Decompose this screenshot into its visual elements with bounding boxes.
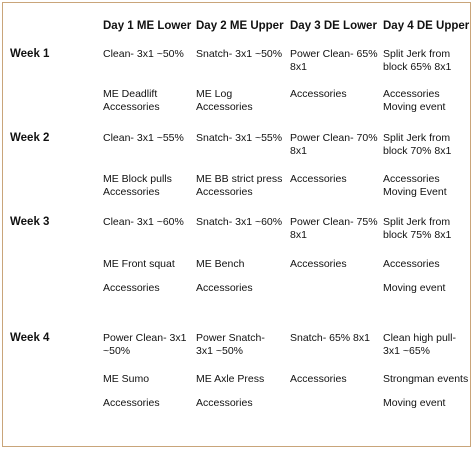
- table-cell: Accessories: [383, 258, 440, 270]
- table-cell: Snatch- 3x1 ~55%: [196, 132, 283, 144]
- week-2-label: Week 2: [10, 132, 50, 144]
- header-day-4: Day 4 DE Upper: [383, 20, 470, 32]
- table-cell: Accessories: [290, 88, 347, 100]
- table-cell: Accessories: [290, 173, 347, 185]
- header-day-2: Day 2 ME Upper: [196, 20, 284, 32]
- table-cell: ME BB strict press Accessories: [196, 173, 283, 198]
- header-day-3: Day 3 DE Lower: [290, 20, 377, 32]
- table-cell: Strongman events: [383, 373, 469, 385]
- week-3-label: Week 3: [10, 216, 50, 228]
- table-cell: ME Deadlift Accessories: [103, 88, 160, 113]
- week-4-label: Week 4: [10, 332, 50, 344]
- table-cell: Snatch- 3x1 ~60%: [196, 216, 283, 228]
- table-cell: Accessories: [290, 258, 347, 270]
- table-cell: ME Bench: [196, 258, 245, 270]
- table-cell: Snatch- 65% 8x1: [290, 332, 370, 344]
- table-cell: Accessories: [196, 397, 253, 409]
- table-cell: Power Clean- 70% 8x1: [290, 132, 378, 157]
- table-cell: Clean- 3x1 ~55%: [103, 132, 184, 144]
- table-cell: Accessories: [290, 373, 347, 385]
- table-cell: Power Clean- 3x1 ~50%: [103, 332, 187, 357]
- table-cell: Moving event: [383, 397, 446, 409]
- table-cell: Power Snatch- 3x1 ~50%: [196, 332, 265, 357]
- table-cell: Accessories Moving event: [383, 88, 446, 113]
- table-cell: ME Front squat: [103, 258, 175, 270]
- table-cell: Clean- 3x1 ~50%: [103, 48, 184, 60]
- table-cell: Power Clean- 75% 8x1: [290, 216, 378, 241]
- table-cell: Accessories: [196, 282, 253, 294]
- table-cell: ME Block pulls Accessories: [103, 173, 172, 198]
- table-cell: Moving event: [383, 282, 446, 294]
- table-cell: Clean- 3x1 ~60%: [103, 216, 184, 228]
- table-cell: Accessories Moving Event: [383, 173, 447, 198]
- table-cell: Power Clean- 65% 8x1: [290, 48, 378, 73]
- header-day-1: Day 1 ME Lower: [103, 20, 192, 32]
- table-cell: ME Sumo: [103, 373, 150, 385]
- table-cell: Split Jerk from block 65% 8x1: [383, 48, 452, 73]
- table-cell: Snatch- 3x1 ~50%: [196, 48, 283, 60]
- table-cell: Split Jerk from block 75% 8x1: [383, 216, 452, 241]
- table-cell: ME Log Accessories: [196, 88, 253, 113]
- table-cell: Accessories: [103, 397, 160, 409]
- table-cell: Clean high pull- 3x1 ~65%: [383, 332, 456, 357]
- table-cell: Split Jerk from block 70% 8x1: [383, 132, 452, 157]
- week-1-label: Week 1: [10, 48, 50, 60]
- table-cell: Accessories: [103, 282, 160, 294]
- table-cell: ME Axle Press: [196, 373, 265, 385]
